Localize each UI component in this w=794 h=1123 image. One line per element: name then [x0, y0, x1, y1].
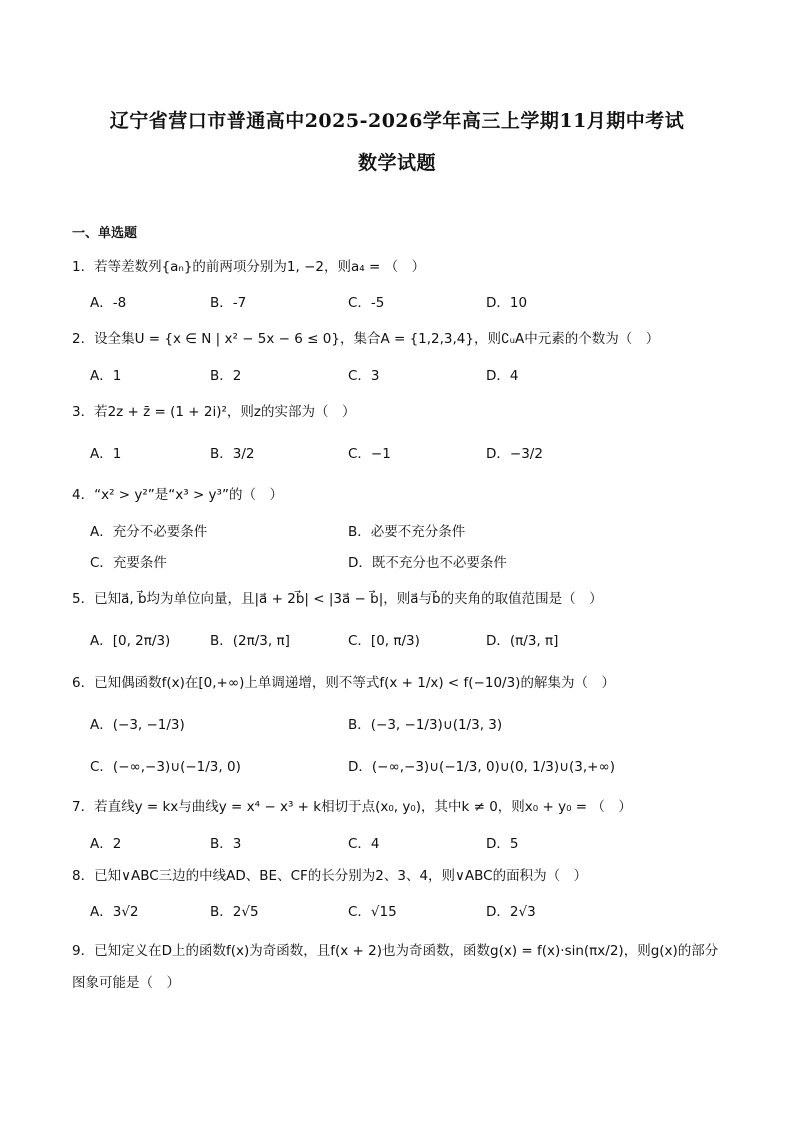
question-5-stem: 5．已知a⃗, b⃗均为单位向量，且|a⃗ + 2b⃗| < |3a⃗ − b⃗|，则a⃗与b⃗的夹角的取值范围是（ ） — [72, 591, 603, 607]
question-8-stem: 8．已知∨ABC三边的中线AD、BE、CF的长分别为2、3、4，则∨ABC的面积为（ ） — [72, 868, 588, 884]
question-3-stem: 3．若2z + z̄ = (1 + 2i)²，则z的实部为（ ） — [72, 404, 356, 420]
question-1-option-a: A．-8 — [90, 295, 127, 311]
question-6-option-a: A．(−3, −1/3) — [90, 717, 185, 733]
question-4-stem: 4．“x² > y²”是“x³ > y³”的（ ） — [72, 487, 283, 503]
question-2-option-b: B．2 — [210, 368, 242, 384]
question-2-option-c: C．3 — [348, 368, 380, 384]
question-9-stem: 9．已知定义在D上的函数f(x)为奇函数，且f(x + 2)也为奇函数，函数g(x) = f(x)·sin(πx/2)，则g(x)的部分图象可能是（ ） — [72, 943, 719, 991]
question-3-option-d: D．−3/2 — [486, 446, 543, 462]
question-1-option-c: C．-5 — [348, 295, 385, 311]
question-5-option-d: D．(π/3, π] — [486, 633, 559, 649]
question-3-option-c: C．−1 — [348, 446, 391, 462]
question-6-option-b: B．(−3, −1/3)∪(1/3, 3) — [348, 717, 503, 733]
question-3-option-b: B．3/2 — [210, 446, 255, 462]
question-7-option-d: D．5 — [486, 836, 519, 852]
question-1-stem: 1．若等差数列{aₙ}的前两项分别为1, −2，则a₄ = （ ） — [72, 259, 426, 275]
exam-title: 辽宁省营口市普通高中2025-2026学年高三上学期11月期中考试 — [109, 110, 685, 132]
question-7-option-a: A．2 — [90, 836, 122, 852]
question-7-option-c: C．4 — [348, 836, 380, 852]
section-heading: 一、单选题 — [72, 226, 138, 241]
question-4-option-c: C．充要条件 — [90, 555, 167, 571]
question-4-option-d: D．既不充分也不必要条件 — [348, 555, 507, 571]
question-7-stem: 7．若直线y = kx与曲线y = x⁴ − x³ + k相切于点(x₀, y₀)，其中k ≠ 0，则x₀ + y₀ = （ ） — [72, 799, 632, 815]
question-2-option-d: D．4 — [486, 368, 519, 384]
question-1-option-d: D．10 — [486, 295, 528, 311]
question-5-option-c: C．[0, π/3) — [348, 633, 420, 649]
exam-subject-title: 数学试题 — [357, 152, 436, 174]
question-5-option-b: B．(2π/3, π] — [210, 633, 290, 649]
question-6-stem: 6．已知偶函数f(x)在[0,+∞)上单调递增，则不等式f(x + 1/x) < f(−10/3)的解集为（ ） — [72, 675, 615, 691]
question-8-option-c: C．√15 — [348, 904, 397, 920]
question-2-option-a: A．1 — [90, 368, 122, 384]
question-5-option-a: A．[0, 2π/3) — [90, 633, 171, 649]
question-1-option-b: B．-7 — [210, 295, 247, 311]
question-8-option-a: A．3√2 — [90, 904, 139, 920]
question-2-stem: 2．设全集U = {x ∈ N | x² − 5x − 6 ≤ 0}，集合A = {1,2,3,4}，则∁ᵤA中元素的个数为（ ） — [72, 331, 660, 347]
question-6-option-c: C．(−∞,−3)∪(−1/3, 0) — [90, 759, 241, 775]
question-7-option-b: B．3 — [210, 836, 242, 852]
question-8-option-b: B．2√5 — [210, 904, 259, 920]
question-3-option-a: A．1 — [90, 446, 122, 462]
question-6-option-d: D．(−∞,−3)∪(−1/3, 0)∪(0, 1/3)∪(3,+∞) — [348, 759, 615, 775]
question-4-option-b: B．必要不充分条件 — [348, 524, 466, 540]
question-8-option-d: D．2√3 — [486, 904, 536, 920]
question-4-option-a: A．充分不必要条件 — [90, 524, 208, 540]
